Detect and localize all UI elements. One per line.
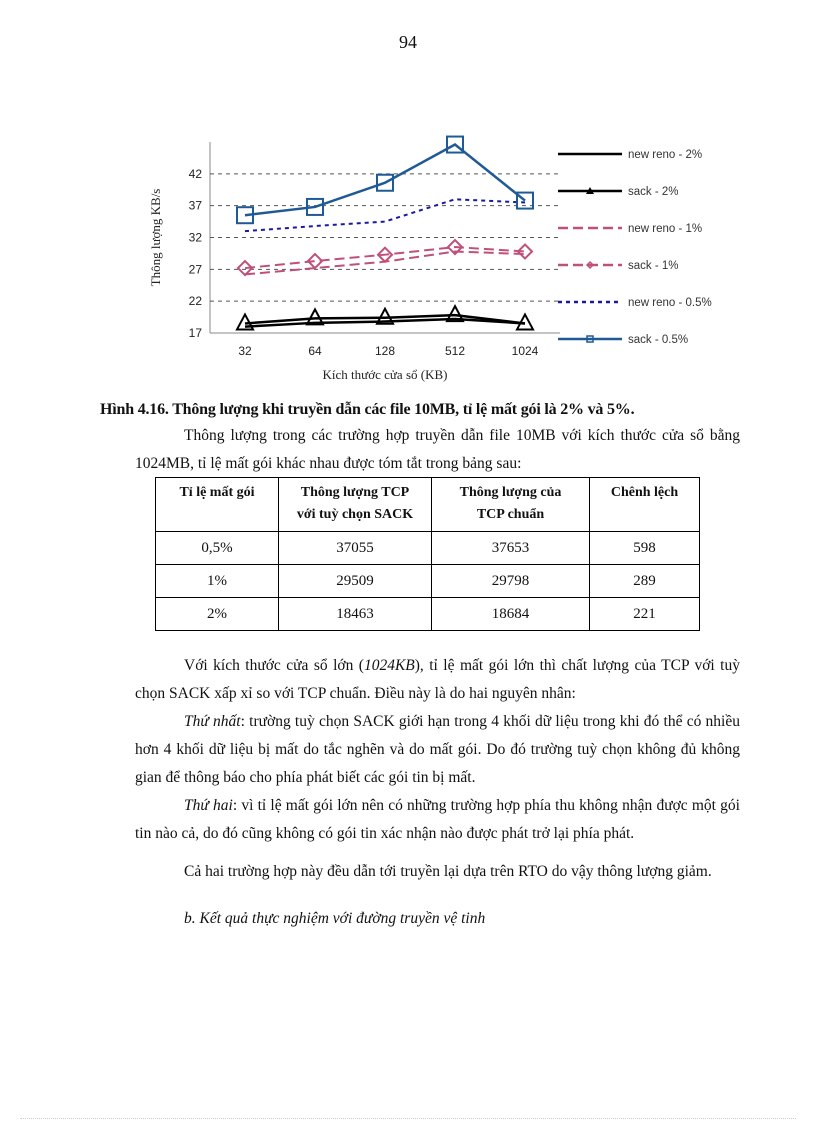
x-axis-title: Kích thước cửa sổ (KB)	[322, 367, 448, 382]
series-line	[245, 145, 525, 216]
table-header-row	[156, 478, 700, 532]
legend-label: new reno - 2%	[628, 149, 703, 161]
legend-label: sack - 2%	[628, 186, 679, 198]
cell-rate: 1%	[156, 565, 279, 598]
cell-sack: 37055	[279, 532, 432, 565]
cell-rate: 2%	[156, 598, 279, 631]
x-tick-label: 64	[308, 344, 322, 358]
x-tick-label: 128	[374, 344, 396, 358]
y-tick-label: 17	[188, 326, 202, 340]
cell-standard: 18684	[432, 598, 590, 631]
header-standard-line2: TCP chuẩn	[476, 507, 545, 522]
cell-standard: 29798	[432, 565, 590, 598]
legend-label: sack - 1%	[628, 260, 679, 272]
legend-label: sack - 0.5%	[628, 334, 689, 346]
summary-table	[155, 477, 700, 631]
p1-text-before: Với kích thước cửa sổ lớn (	[184, 657, 364, 674]
cell-sack: 18463	[279, 598, 432, 631]
x-tick-label: 32	[238, 344, 252, 358]
x-tick-label: 512	[444, 344, 466, 358]
table-row	[156, 565, 700, 598]
cell-diff: 598	[590, 532, 700, 565]
legend-label: new reno - 0.5%	[628, 297, 712, 309]
header-loss-rate: Tỉ lệ mất gói	[156, 478, 279, 532]
header-sack-throughput	[279, 478, 432, 532]
header-sack-line1: Thông lượng TCP	[300, 485, 410, 500]
y-tick-label: 42	[188, 166, 202, 181]
cell-sack: 29509	[279, 565, 432, 598]
table-row	[156, 532, 700, 565]
page-number: 94	[399, 32, 417, 52]
header-standard-throughput	[432, 478, 590, 532]
p1-italic-window: 1024KB	[363, 657, 415, 674]
y-axis-title: Thông lượng KB/s	[148, 188, 163, 287]
paragraph-conclusion: Cả hai trường hợp này đều dẫn tới truyền lại dựa trên RTO do vậy thông lượng giảm.	[184, 863, 712, 880]
y-tick-label: 22	[188, 294, 202, 309]
p3-italic-label: Thứ hai	[184, 797, 233, 814]
header-sack-line2: với tuỳ chọn SACK	[296, 507, 414, 522]
y-tick-label: 37	[188, 198, 202, 213]
cell-diff: 289	[590, 565, 700, 598]
intro-paragraph: Thông lượng trong các trường hợp truyền dẫn file 10MB với kích thước cửa sổ bằng 1024MB, tỉ lệ mất gói khác nhau được tóm tắt trong bảng sau:	[135, 427, 740, 472]
p2-text: : trường tuỳ chọn SACK giới hạn trong 4 khối dữ liệu trong khi đó thể có nhiều hơn 4 khối dữ liệu bị mất do tắc nghẽn và do mất gói. Do đó trường tuỳ chọn không đủ không gian để thông báo cho phía phát biết các gói tin bị mất.	[135, 713, 740, 786]
p2-italic-label: Thứ nhất	[184, 713, 241, 730]
paragraph-first-reason	[135, 708, 740, 792]
table-row	[156, 598, 700, 631]
throughput-chart	[140, 132, 740, 387]
cell-standard: 37653	[432, 532, 590, 565]
footer-divider	[20, 1118, 796, 1119]
x-tick-label: 1024	[511, 344, 539, 358]
cell-diff: 221	[590, 598, 700, 631]
y-tick-label: 32	[188, 230, 202, 245]
y-tick-label: 27	[188, 262, 202, 277]
header-difference: Chênh lệch	[590, 478, 700, 532]
header-standard-line1: Thông lượng của	[459, 485, 562, 500]
cell-rate: 0,5%	[156, 532, 279, 565]
p3-text: : vì tỉ lệ mất gói lớn nên có những trường hợp phía thu không nhận được một gói tin nào cả, do đó cũng không có gói tin xác nhận nào được phát trở lại phía phát.	[135, 797, 740, 842]
p1-text-after: ), tỉ lệ mất gói lớn thì chất lượng của TCP với tuỳ chọn SACK xấp xỉ so với TCP chuẩn. Điều này là do hai nguyên nhân:	[135, 657, 740, 702]
paragraph-second-reason	[135, 792, 740, 848]
paragraph-window-size	[135, 652, 740, 708]
subheading-satellite: b. Kết quả thực nghiệm với đường truyền vệ tinh	[184, 910, 486, 927]
series-line	[245, 199, 525, 231]
figure-caption: Hình 4.16. Thông lượng khi truyền dẫn các file 10MB, tỉ lệ mất gói là 2% và 5%.	[100, 401, 635, 418]
series-line	[245, 247, 525, 268]
legend-label: new reno - 1%	[628, 223, 703, 235]
